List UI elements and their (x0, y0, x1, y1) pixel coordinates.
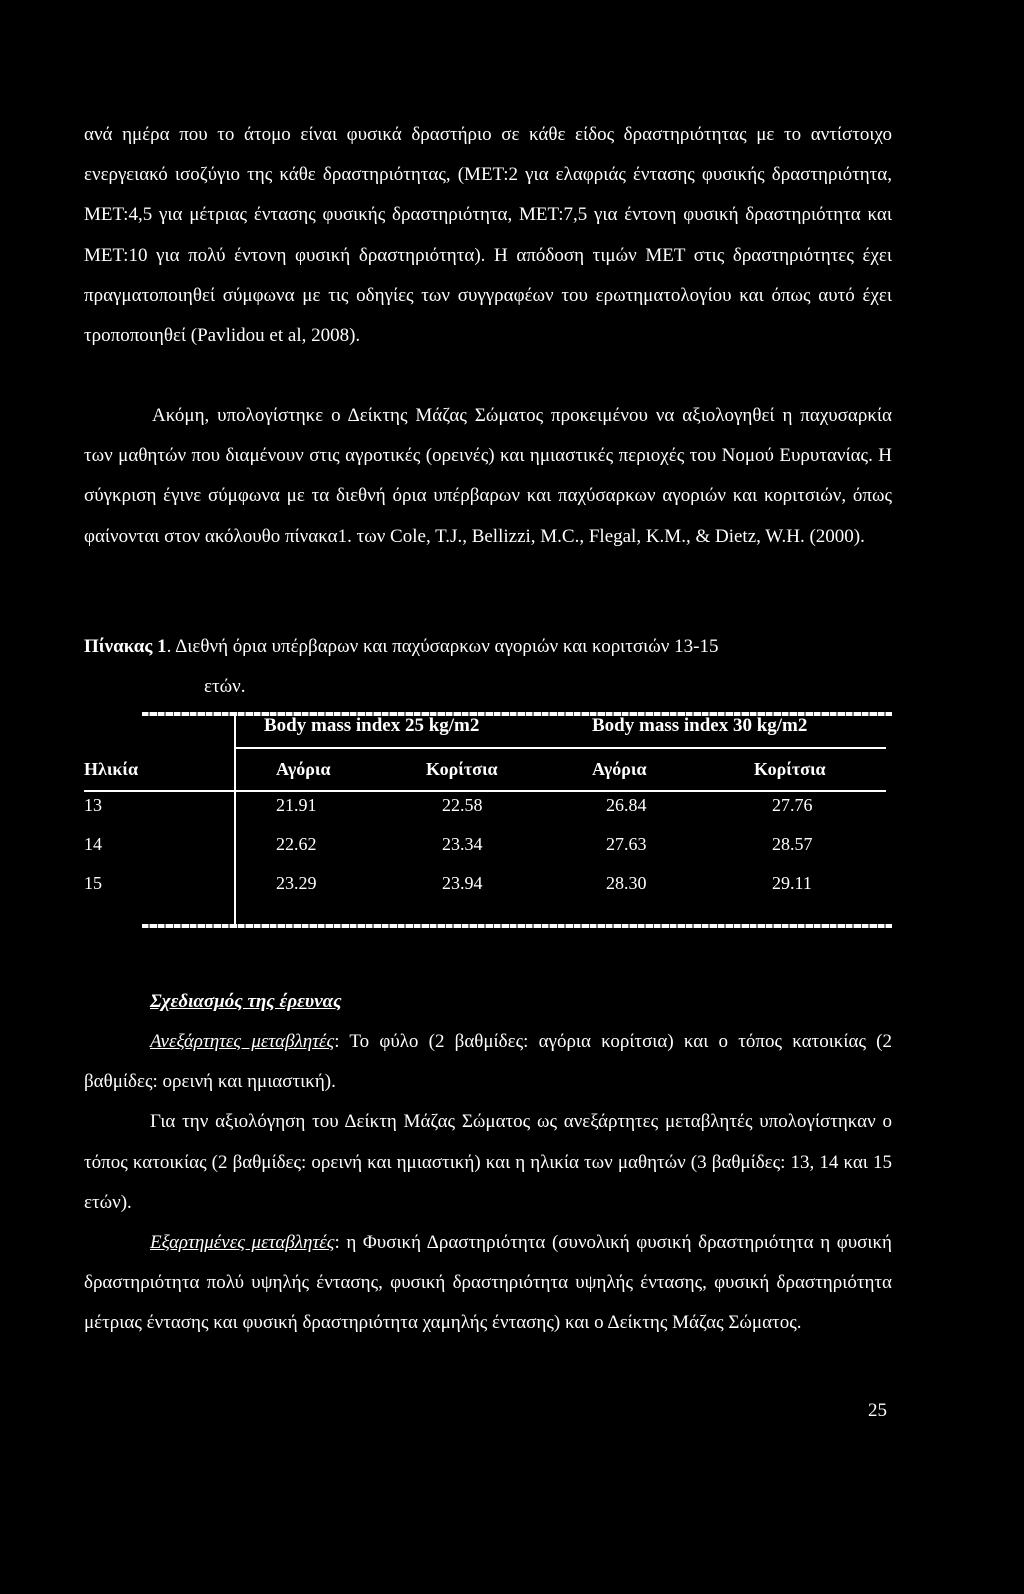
header-bmi-30: Body mass index 30 kg/m2 (592, 715, 808, 736)
cell-girls-30: 27.76 (772, 795, 813, 815)
header-bottom-rule (84, 790, 886, 792)
dependent-vars-text: : η Φυσική Δραστηριότητα (συνολική φυσική δραστηριότητα η φυσική δραστηριότητα πολύ υψηλής έντασης, φυσική δραστηριότητα υψηλής έντασης, φυσική δραστηριότητα μέτριας έντασης και φυσική δραστηριότητα χαμηλής έντασης) και ο Δείκτης Μάζας Σώματος. (84, 1232, 892, 1334)
header-boys-25: Αγόρια (276, 759, 331, 779)
cell-girls-25: 23.34 (442, 834, 483, 854)
header-boys-30: Αγόρια (592, 759, 647, 779)
header-age: Ηλικία (84, 759, 139, 779)
header-girls-25: Κορίτσια (426, 759, 498, 779)
paragraph-dependent-vars (84, 1223, 892, 1344)
independent-vars-text: : Το φύλο (2 βαθμίδες: αγόρια κορίτσια) και ο τόπος κατοικίας (2 βαθμίδες: ορεινή και ημιαστική). (84, 1031, 892, 1093)
paragraph-independent-vars (84, 1022, 892, 1102)
paragraph-bmi-method: Ακόμη, υπολογίστηκε ο Δείκτης Μάζας Σώματος προκειμένου να αξιολογηθεί η παχυσαρκία των μαθητών που διαμένουν στις αγροτικές (ορεινές) και ημιαστικές περιοχές του Νομού Ευρυτανίας. Η σύγκριση έγινε σύμφωνα με τα διεθνή όρια υπέρβαρων και παχύσαρκων αγοριών και κοριτσιών, όπως φαίνονται στον ακόλουθο πίνακα1. των Cole, T.J., Bellizzi, M.C., Flegal, K.M., & Dietz, W.H. (2000). (84, 405, 892, 547)
cell-age: 15 (84, 873, 102, 893)
table-caption-continuation: ετών. (204, 676, 246, 697)
table-caption-text: . Διεθνή όρια υπέρβαρων και παχύσαρκων αγοριών και κοριτσιών 13-15 (166, 636, 719, 657)
header-group-rule (234, 747, 886, 749)
dependent-vars-label: Εξαρτημένες μεταβλητές (150, 1232, 335, 1254)
header-girls-30: Κορίτσια (754, 759, 826, 779)
page-number: 25 (868, 1400, 887, 1421)
paragraph-bmi-evaluation: Για την αξιολόγηση του Δείκτη Μάζας Σώματος ως ανεξάρτητες μεταβλητές υπολογίστηκαν ο τόπος κατοικίας (2 βαθμίδες: ορεινή και ημιαστική) και η ηλικία των μαθητών (3 βαθμίδες: 13, 14 και 15 ετών). (84, 1111, 892, 1213)
cell-girls-25: 22.58 (442, 795, 483, 815)
cell-boys-30: 26.84 (606, 795, 647, 815)
cell-boys-30: 28.30 (606, 873, 647, 893)
cell-girls-30: 28.57 (772, 834, 813, 854)
cell-boys-25: 22.62 (276, 834, 317, 854)
section-title: Σχεδιασμός της έρευνας (150, 991, 342, 1012)
bmi-table (84, 712, 892, 930)
paragraph-met-values: ανά ημέρα που το άτομο είναι φυσικά δραστήριο σε κάθε είδος δραστηριότητας με το αντίστοιχο ενεργειακό ισοζύγιο της κάθε δραστηριότητας, (MET:2 για ελαφριάς έντασης φυσικής δραστηριότητα, MET:4,5 για μέτριας έντασης φυσικής δραστηριότητα, MET:7,5 για έντονη φυσική δραστηριότητα και MET:10 για πολύ έντονη φυσική δραστηριότητα). Η απόδοση τιμών MET στις δραστηριότητες έχει πραγματοποιηθεί σύμφωνα με τις οδηγίες των συγγραφέων του ερωτηματολογίου και όπως αυτό έχει τροποποιηθεί (Pavlidou et al, 2008). (84, 124, 892, 347)
cell-age: 13 (84, 795, 102, 815)
header-bmi-25: Body mass index 25 kg/m2 (264, 715, 480, 736)
cell-girls-25: 23.94 (442, 873, 483, 893)
table-caption-label: Πίνακας 1 (84, 636, 167, 657)
cell-age: 14 (84, 834, 102, 854)
cell-boys-25: 23.29 (276, 873, 317, 893)
cell-boys-30: 27.63 (606, 834, 647, 854)
table-caption (84, 627, 892, 697)
section-body (84, 1022, 892, 1344)
table-bottom-rule (142, 924, 892, 928)
independent-vars-label: Ανεξάρτητες μεταβλητές (150, 1031, 335, 1052)
cell-boys-25: 21.91 (276, 795, 317, 815)
cell-girls-30: 29.11 (772, 873, 812, 893)
